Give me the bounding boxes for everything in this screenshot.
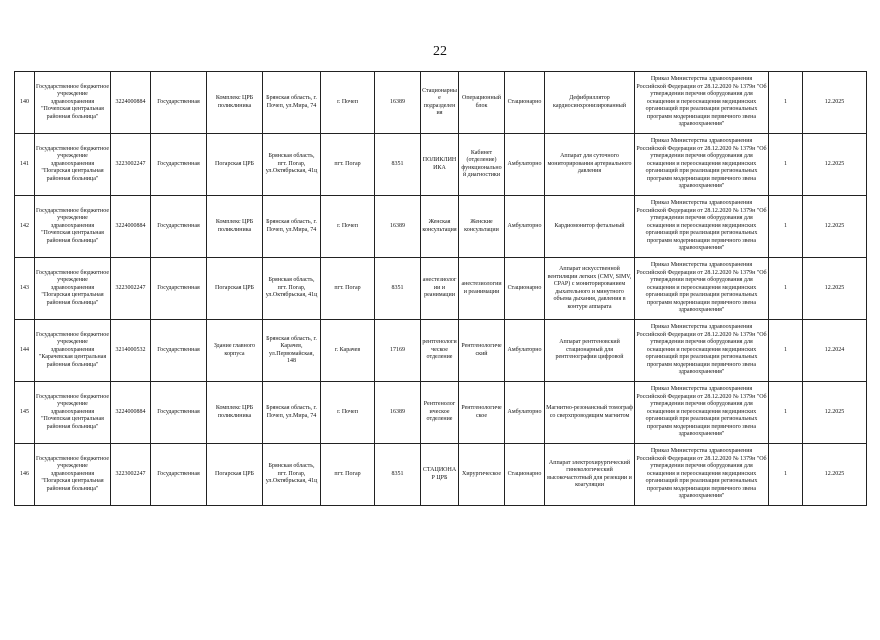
organization-name-cell: Государственное бюджетное учреждение здравоохранения "Погарская центральная районная больница" [35,444,111,506]
division-cell: Стационарны е подразделен ия [421,72,459,134]
building-cell: Комплекс ЦРБ поликлиника [207,196,263,258]
equipment-cell: Аппарат для суточного мониторирования артериального давления [545,134,635,196]
inn-cell: 3223002247 [111,258,151,320]
equipment-cell: Аппарат электрохирургический гинекологический высокочастотный для резекции и коагуляции [545,444,635,506]
locality-cell: пгт. Погар [321,444,375,506]
organization-name-cell: Государственное бюджетное учреждение здравоохранения "Погарская центральная районная больница" [35,134,111,196]
address-cell: Брянская область, пгт. Погар, ул.Октябрьская, 41ц [263,444,321,506]
locality-code-cell: 8351 [375,134,421,196]
row-number: 146 [15,444,35,506]
inn-cell: 3214000532 [111,320,151,382]
ownership-cell: Государственная [151,320,207,382]
ownership-cell: Государственная [151,444,207,506]
address-cell: Брянская область, г. Почеп, ул.Мира, 74 [263,72,321,134]
care-type-cell: Амбулаторно [505,134,545,196]
legal-basis-cell: Приказ Министерства здравоохранения Российской Федерации от 28.12.2020 № 1379н "Об утверждении перечня оборудования для оснащения и переоснащения медицинских организаций при реализации региональных программ модернизации первичного звена здравоохранения" [635,72,769,134]
ownership-cell: Государственная [151,382,207,444]
period-cell: 12.2025 [803,134,867,196]
address-cell: Брянская область, г. Почеп, ул.Мира, 74 [263,382,321,444]
locality-code-cell: 16389 [375,382,421,444]
division-cell: Женская консультация [421,196,459,258]
row-number: 144 [15,320,35,382]
organization-name-cell: Государственное бюджетное учреждение здравоохранения "Почепская центральная районная больница" [35,382,111,444]
locality-code-cell: 16389 [375,72,421,134]
row-number: 143 [15,258,35,320]
table-row [15,320,867,382]
legal-basis-cell: Приказ Министерства здравоохранения Российской Федерации от 28.12.2020 № 1379н "Об утверждении перечня оборудования для оснащения и переоснащения медицинских организаций при реализации региональных программ модернизации первичного звена здравоохранения" [635,382,769,444]
department-cell: Кабинет (отделение) функционально й диагностики [459,134,505,196]
quantity-cell: 1 [769,382,803,444]
period-cell: 12.2025 [803,382,867,444]
ownership-cell: Государственная [151,72,207,134]
building-cell: Комплекс ЦРБ поликлиника [207,382,263,444]
table-row [15,382,867,444]
row-number: 142 [15,196,35,258]
locality-cell: пгт. Погар [321,134,375,196]
locality-cell: г. Почеп [321,382,375,444]
table-row [15,72,867,134]
locality-cell: г. Почеп [321,72,375,134]
building-cell: Комплекс ЦРБ поликлиника [207,72,263,134]
quantity-cell: 1 [769,196,803,258]
department-cell: Женские консультации [459,196,505,258]
address-cell: Брянская область, пгт. Погар, ул.Октябрьская, 41ц [263,134,321,196]
period-cell: 12.2025 [803,444,867,506]
inn-cell: 3223002247 [111,134,151,196]
quantity-cell: 1 [769,72,803,134]
department-cell: Операционный блок [459,72,505,134]
inn-cell: 3224000884 [111,196,151,258]
ownership-cell: Государственная [151,196,207,258]
address-cell: Брянская область, г. Почеп, ул.Мира, 74 [263,196,321,258]
department-cell: анестезиологии и реанимации [459,258,505,320]
equipment-cell: Аппарат искусственной вентиляции легких (CMV, SIMV, CPAP) с мониторированием дыхательного и минутного объема дыхания, давления в контуре аппарата [545,258,635,320]
locality-code-cell: 8351 [375,258,421,320]
table-row [15,196,867,258]
row-number: 145 [15,382,35,444]
organization-name-cell: Государственное бюджетное учреждение здравоохранения "Карачевская центральная районная больница" [35,320,111,382]
care-type-cell: Амбулаторно [505,320,545,382]
legal-basis-cell: Приказ Министерства здравоохранения Российской Федерации от 28.12.2020 № 1379н "Об утверждении перечня оборудования для оснащения и переоснащения медицинских организаций при реализации региональных программ модернизации первичного звена здравоохранения" [635,258,769,320]
address-cell: Брянская область, пгт. Погар, ул.Октябрьская, 41ц [263,258,321,320]
department-cell: Рентгенологиче ское [459,382,505,444]
locality-code-cell: 17169 [375,320,421,382]
row-number: 141 [15,134,35,196]
table-row [15,258,867,320]
locality-code-cell: 8351 [375,444,421,506]
building-cell: Здание главного корпуса [207,320,263,382]
inn-cell: 3224000884 [111,382,151,444]
care-type-cell: Стационарно [505,258,545,320]
equipment-cell: Аппарат рентгеновский стационарный для рентгенографии цифровой [545,320,635,382]
table-row [15,444,867,506]
division-cell: Рентгенолог ическое отделение [421,382,459,444]
inn-cell: 3223002247 [111,444,151,506]
quantity-cell: 1 [769,258,803,320]
quantity-cell: 1 [769,444,803,506]
equipment-register-table [14,71,867,506]
address-cell: Брянская область, г. Карачев, ул.Первомайская, 148 [263,320,321,382]
legal-basis-cell: Приказ Министерства здравоохранения Российской Федерации от 28.12.2020 № 1379н "Об утверждении перечня оборудования для оснащения и переоснащения медицинских организаций при реализации региональных программ модернизации первичного звена здравоохранения" [635,134,769,196]
period-cell: 12.2024 [803,320,867,382]
department-cell: Рентгенологиче ский [459,320,505,382]
table-row [15,134,867,196]
page-number: 22 [433,44,447,59]
period-cell: 12.2025 [803,258,867,320]
equipment-cell: Кардиомонитор фетальный [545,196,635,258]
locality-code-cell: 16389 [375,196,421,258]
building-cell: Погарская ЦРБ [207,258,263,320]
equipment-cell: Дефибриллятор кардиосинхронизированный [545,72,635,134]
ownership-cell: Государственная [151,258,207,320]
row-number: 140 [15,72,35,134]
period-cell: 12.2025 [803,72,867,134]
period-cell: 12.2025 [803,196,867,258]
division-cell: СТАЦИОНА Р ЦРБ [421,444,459,506]
quantity-cell: 1 [769,320,803,382]
organization-name-cell: Государственное бюджетное учреждение здравоохранения "Почепская центральная районная больница" [35,196,111,258]
legal-basis-cell: Приказ Министерства здравоохранения Российской Федерации от 28.12.2020 № 1379н "Об утверждении перечня оборудования для оснащения и переоснащения медицинских организаций при реализации региональных программ модернизации первичного звена здравоохранения" [635,444,769,506]
division-cell: ПОЛИКЛИН ИКА [421,134,459,196]
care-type-cell: Амбулаторно [505,196,545,258]
legal-basis-cell: Приказ Министерства здравоохранения Российской Федерации от 28.12.2020 № 1379н "Об утверждении перечня оборудования для оснащения и переоснащения медицинских организаций при реализации региональных программ модернизации первичного звена здравоохранения" [635,320,769,382]
division-cell: рентгенологи ческое отделение [421,320,459,382]
locality-cell: пгт. Погар [321,258,375,320]
legal-basis-cell: Приказ Министерства здравоохранения Российской Федерации от 28.12.2020 № 1379н "Об утверждении перечня оборудования для оснащения и переоснащения медицинских организаций при реализации региональных программ модернизации первичного звена здравоохранения" [635,196,769,258]
organization-name-cell: Государственное бюджетное учреждение здравоохранения "Почепская центральная районная больница" [35,72,111,134]
locality-cell: г. Карачев [321,320,375,382]
ownership-cell: Государственная [151,134,207,196]
care-type-cell: Стационарно [505,72,545,134]
department-cell: Хирургическое [459,444,505,506]
locality-cell: г. Почеп [321,196,375,258]
division-cell: анестезиолог ии и реанимации [421,258,459,320]
quantity-cell: 1 [769,134,803,196]
building-cell: Погарская ЦРБ [207,134,263,196]
organization-name-cell: Государственное бюджетное учреждение здравоохранения "Погарская центральная районная больница" [35,258,111,320]
care-type-cell: Стационарно [505,444,545,506]
care-type-cell: Амбулаторно [505,382,545,444]
inn-cell: 3224000884 [111,72,151,134]
equipment-cell: Магнитно-резонансный томограф со сверхпроводящим магнитом [545,382,635,444]
building-cell: Погарская ЦРБ [207,444,263,506]
